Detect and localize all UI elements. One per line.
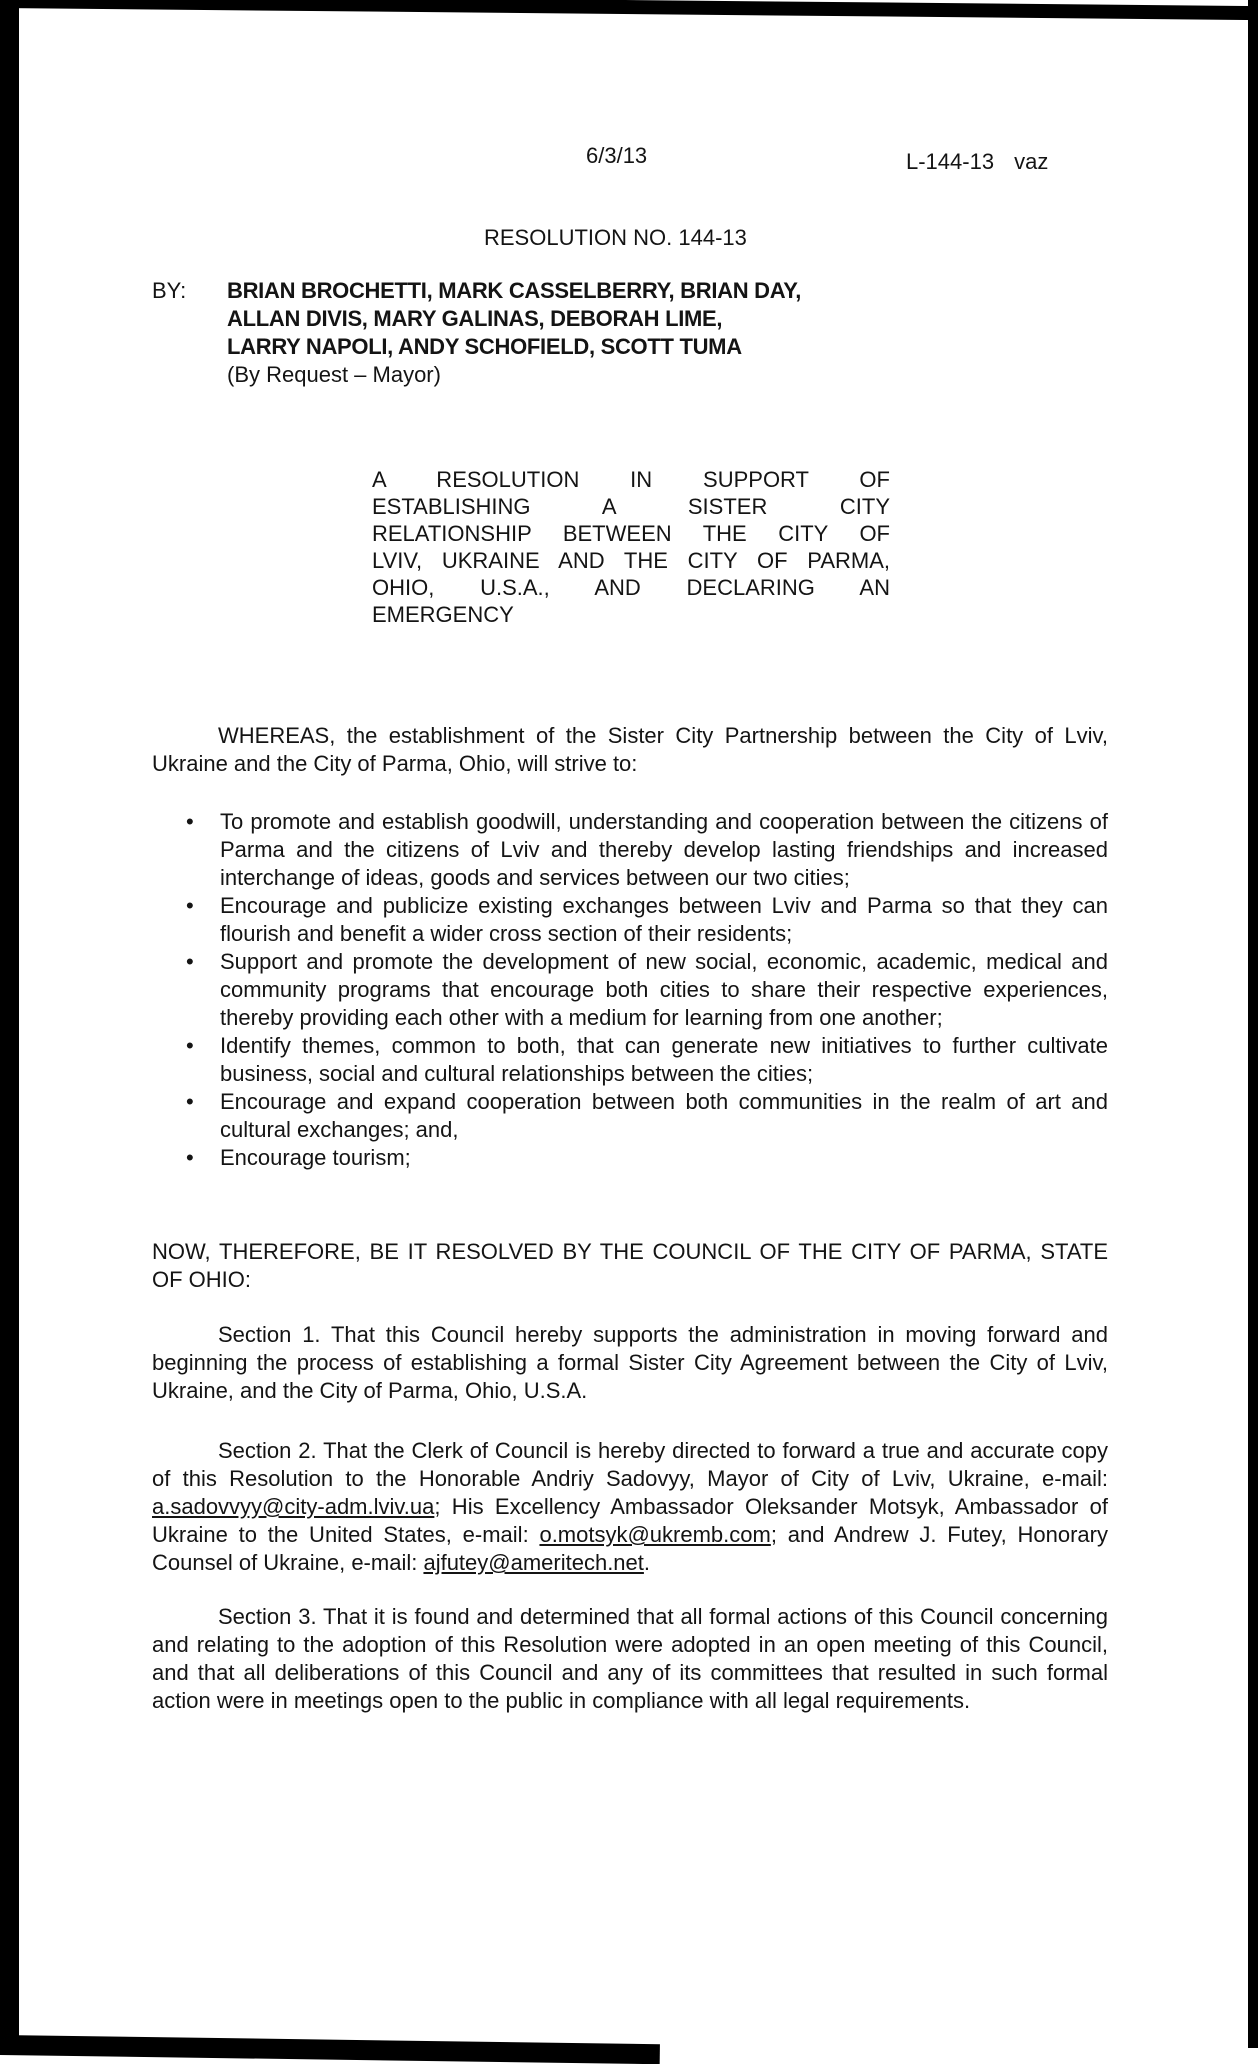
- email-link-sadovyy[interactable]: a.sadovvyy@city-adm.lviv.ua: [152, 1494, 435, 1519]
- sponsor-line: LARRY NAPOLI, ANDY SCHOFIELD, SCOTT TUMA: [227, 334, 742, 359]
- section-2-text: .: [643, 1550, 651, 1575]
- title-line: RELATIONSHIP BETWEEN THE CITY OF: [372, 521, 890, 546]
- whereas-text: WHEREAS, the establishment of the Sister City Partnership between the City of Lviv, Ukraine and the City of Parma, Ohio, will strive to:: [152, 723, 1108, 776]
- bullet-icon: •: [186, 893, 194, 918]
- sponsor-line: BRIAN BROCHETTI, MARK CASSELBERRY, BRIAN DAY,: [227, 278, 802, 303]
- section-2: [152, 1437, 1108, 1577]
- resolved-clause: NOW, THEREFORE, BE IT RESOLVED BY THE COUNCIL OF THE CITY OF PARMA, STATE OF OHIO:: [152, 1239, 1108, 1292]
- scan-border-left: [0, 0, 19, 2048]
- title-line: ESTABLISHING A SISTER CITY: [372, 494, 890, 519]
- section-2-text: ; and Andrew J. Futey, Honorary Counsel of Ukraine, e-mail:: [152, 1522, 1108, 1575]
- scan-border-top: [0, 0, 1258, 20]
- email-link-motsyk[interactable]: o.motsyk@ukremb.com: [539, 1522, 771, 1547]
- list-item-text: Support and promote the development of new social, economic, academic, medical and community programs that encourage both cities to share their respective experiences, thereby providing each other with a medium for learning from one another;: [220, 949, 1108, 1030]
- section-3-text: Section 3. That it is found and determined that all formal actions of this Council concerning and relating to the adoption of this Resolution were adopted in an open meeting of this Council, and that all deliberations of this Council and any of its committees that resulted in such formal action were in meetings open to the public in compliance with all legal requirements.: [152, 1604, 1108, 1713]
- list-item: [152, 1088, 1108, 1144]
- title-line: LVIV, UKRAINE AND THE CITY OF PARMA,: [372, 548, 890, 573]
- bullet-icon: •: [186, 1033, 194, 1058]
- reference-initials: vaz: [1014, 149, 1049, 174]
- resolution-number: RESOLUTION NO. 144-13: [484, 225, 747, 250]
- reference-code: [906, 148, 1048, 176]
- list-item-text: To promote and establish goodwill, understanding and cooperation between the citizens of Parma and the citizens of Lviv and thereby develop lasting friendships and increased interchange of ideas, goods and services between our two cities;: [220, 809, 1108, 890]
- section-1: [152, 1321, 1108, 1405]
- document-date: 6/3/13: [586, 143, 648, 168]
- list-item-text: Encourage and expand cooperation between both communities in the realm of art and cultural exchanges; and,: [220, 1089, 1108, 1142]
- bullet-icon: •: [186, 1089, 194, 1114]
- bullet-icon: •: [186, 809, 194, 834]
- list-item: [152, 1032, 1108, 1088]
- sponsors-block: [227, 277, 801, 389]
- list-item-text: Encourage and publicize existing exchanges between Lviv and Parma so that they can flourish and benefit a wider cross section of their residents;: [220, 893, 1108, 946]
- list-item-text: Encourage tourism;: [220, 1145, 411, 1170]
- request-note: (By Request – Mayor): [227, 362, 441, 387]
- list-item: [152, 948, 1108, 1032]
- list-item-text: Identify themes, common to both, that can generate new initiatives to further cultivate business, social and cultural relationships between the cities;: [220, 1033, 1108, 1086]
- resolution-title: [372, 466, 890, 628]
- section-2-text: Section 2. That the Clerk of Council is hereby directed to forward a true and accurate copy of this Resolution to the Honorable Andriy Sadovyy, Mayor of City of Lviv, Ukraine, e-mail:: [152, 1438, 1108, 1491]
- sponsor-line: ALLAN DIVIS, MARY GALINAS, DEBORAH LIME,: [227, 306, 723, 331]
- title-line: OHIO, U.S.A., AND DECLARING AN: [372, 575, 890, 600]
- bullet-icon: •: [186, 949, 194, 974]
- sponsors-label: BY:: [152, 278, 187, 303]
- list-item: [152, 892, 1108, 948]
- section-3: [152, 1603, 1108, 1715]
- scan-border-right: [1248, 0, 1258, 2048]
- reference-number: L-144-13: [906, 149, 995, 174]
- title-line: A RESOLUTION IN SUPPORT OF: [372, 467, 890, 492]
- goals-list: [152, 808, 1108, 1172]
- section-2-text: ; His Excellency Ambassador Oleksander Motsyk, Ambassador of Ukraine to the United States, e-mail:: [152, 1494, 1108, 1547]
- list-item: [152, 1144, 1108, 1172]
- email-link-futey[interactable]: ajfutey@ameritech.net: [423, 1550, 644, 1575]
- whereas-clause: [152, 722, 1108, 778]
- list-item: [152, 808, 1108, 892]
- section-1-text: Section 1. That this Council hereby supports the administration in moving forward and beginning the process of establishing a formal Sister City Agreement between the City of Lviv, Ukraine, and the City of Parma, Ohio, U.S.A.: [152, 1322, 1108, 1403]
- bullet-icon: •: [186, 1145, 194, 1170]
- scan-border-bottom: [0, 2035, 660, 2064]
- title-line: EMERGENCY: [372, 602, 514, 627]
